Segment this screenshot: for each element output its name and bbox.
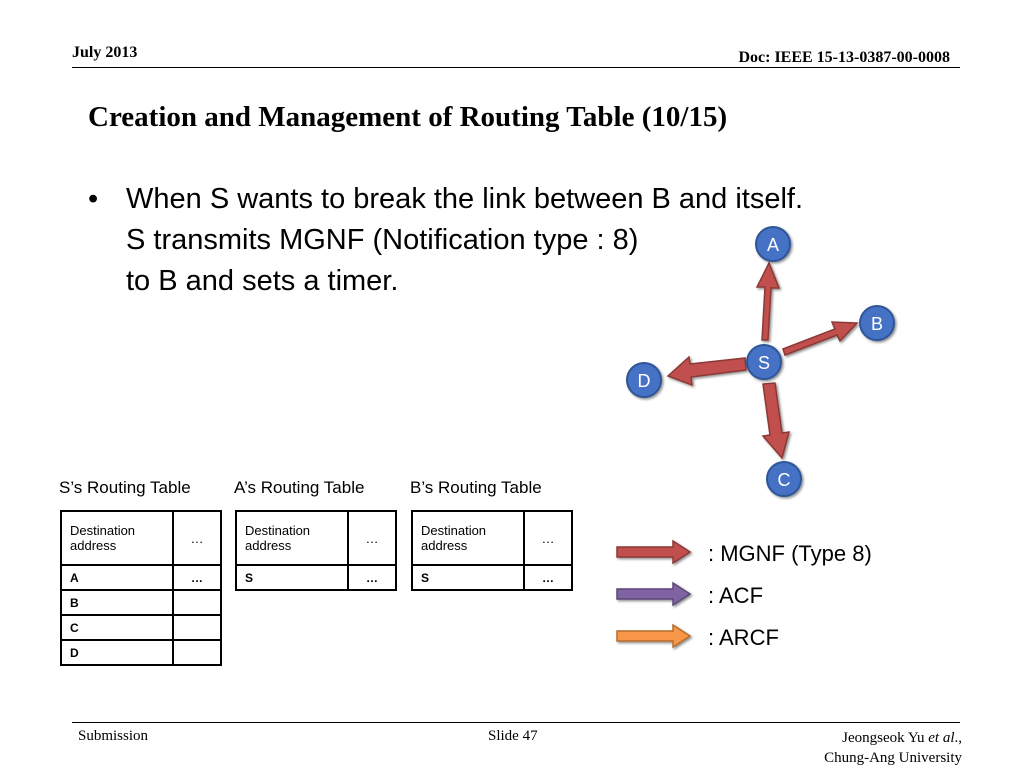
footer-author-end: ., [954, 730, 962, 746]
table-cell: S [236, 565, 348, 590]
node-s-label: S [757, 353, 771, 373]
legend-arcf-label: : ARCF [708, 625, 779, 650]
arrow-s-to-d [668, 357, 746, 385]
table-cell: … [173, 565, 221, 590]
legend-arrow-arcf [617, 625, 690, 647]
node-b [860, 306, 894, 340]
footer-divider [72, 722, 960, 723]
table-cell [173, 590, 221, 615]
node-c-label: C [777, 470, 791, 490]
bullet-line-1: When S wants to break the link between B and itself. [126, 183, 804, 215]
table-row [236, 565, 396, 590]
table-cell: C [61, 615, 173, 640]
node-a [756, 227, 790, 261]
footer-affiliation: Chung-Ang University [824, 750, 962, 766]
header-date: July 2013 [72, 44, 138, 61]
footer-author-block [824, 728, 962, 768]
node-a-label: A [766, 235, 780, 255]
legend-mgnf-label: : MGNF (Type 8) [708, 541, 872, 566]
legend-acf-label: : ACF [708, 583, 764, 608]
bullet-line-3: to B and sets a timer. [126, 265, 399, 297]
a-table-caption: A’s Routing Table [234, 478, 365, 497]
header-doc-id: Doc: IEEE 15-13-0387-00-0008 [738, 49, 950, 66]
footer-author-suffix: et al [928, 730, 955, 746]
table-cell: … [524, 565, 572, 590]
table-header-more: … [524, 511, 572, 565]
table-row [61, 590, 221, 615]
table-header-destination: Destination address [412, 511, 524, 565]
table-row [61, 640, 221, 665]
table-row [61, 565, 221, 590]
table-header-destination: Destination address [236, 511, 348, 565]
table-row [412, 565, 572, 590]
arrow-s-to-b [783, 322, 857, 355]
node-c [767, 462, 801, 496]
a-routing-table [235, 510, 397, 591]
table-cell: B [61, 590, 173, 615]
node-d-label: D [637, 371, 651, 391]
table-row [61, 615, 221, 640]
node-s [747, 345, 781, 379]
b-table-caption: B’s Routing Table [410, 478, 542, 497]
legend-arrow-mgnf [617, 541, 690, 563]
table-cell: S [412, 565, 524, 590]
table-header-destination: Destination address [61, 511, 173, 565]
table-header-more: … [173, 511, 221, 565]
b-routing-table [411, 510, 573, 591]
bullet-line-2: S transmits MGNF (Notification type : 8) [126, 224, 639, 256]
table-cell: A [61, 565, 173, 590]
slide-title: Creation and Management of Routing Table (10/15) [88, 101, 728, 133]
arrow-s-to-c [763, 383, 789, 458]
bullet-marker: • [88, 183, 99, 215]
node-d [627, 363, 661, 397]
footer-author: Jeongseok Yu [842, 730, 925, 746]
footer-slide-number: Slide 47 [488, 728, 538, 744]
legend-arrow-acf [617, 583, 690, 605]
table-cell [173, 640, 221, 665]
footer-author-line [824, 728, 962, 748]
table-header-more: … [348, 511, 396, 565]
table-cell: … [348, 565, 396, 590]
footer-submission: Submission [78, 728, 149, 744]
node-b-label: B [870, 314, 884, 334]
s-routing-table [60, 510, 222, 666]
s-table-caption: S’s Routing Table [59, 478, 191, 497]
table-cell: D [61, 640, 173, 665]
table-cell [173, 615, 221, 640]
arrow-s-to-a [757, 263, 779, 340]
